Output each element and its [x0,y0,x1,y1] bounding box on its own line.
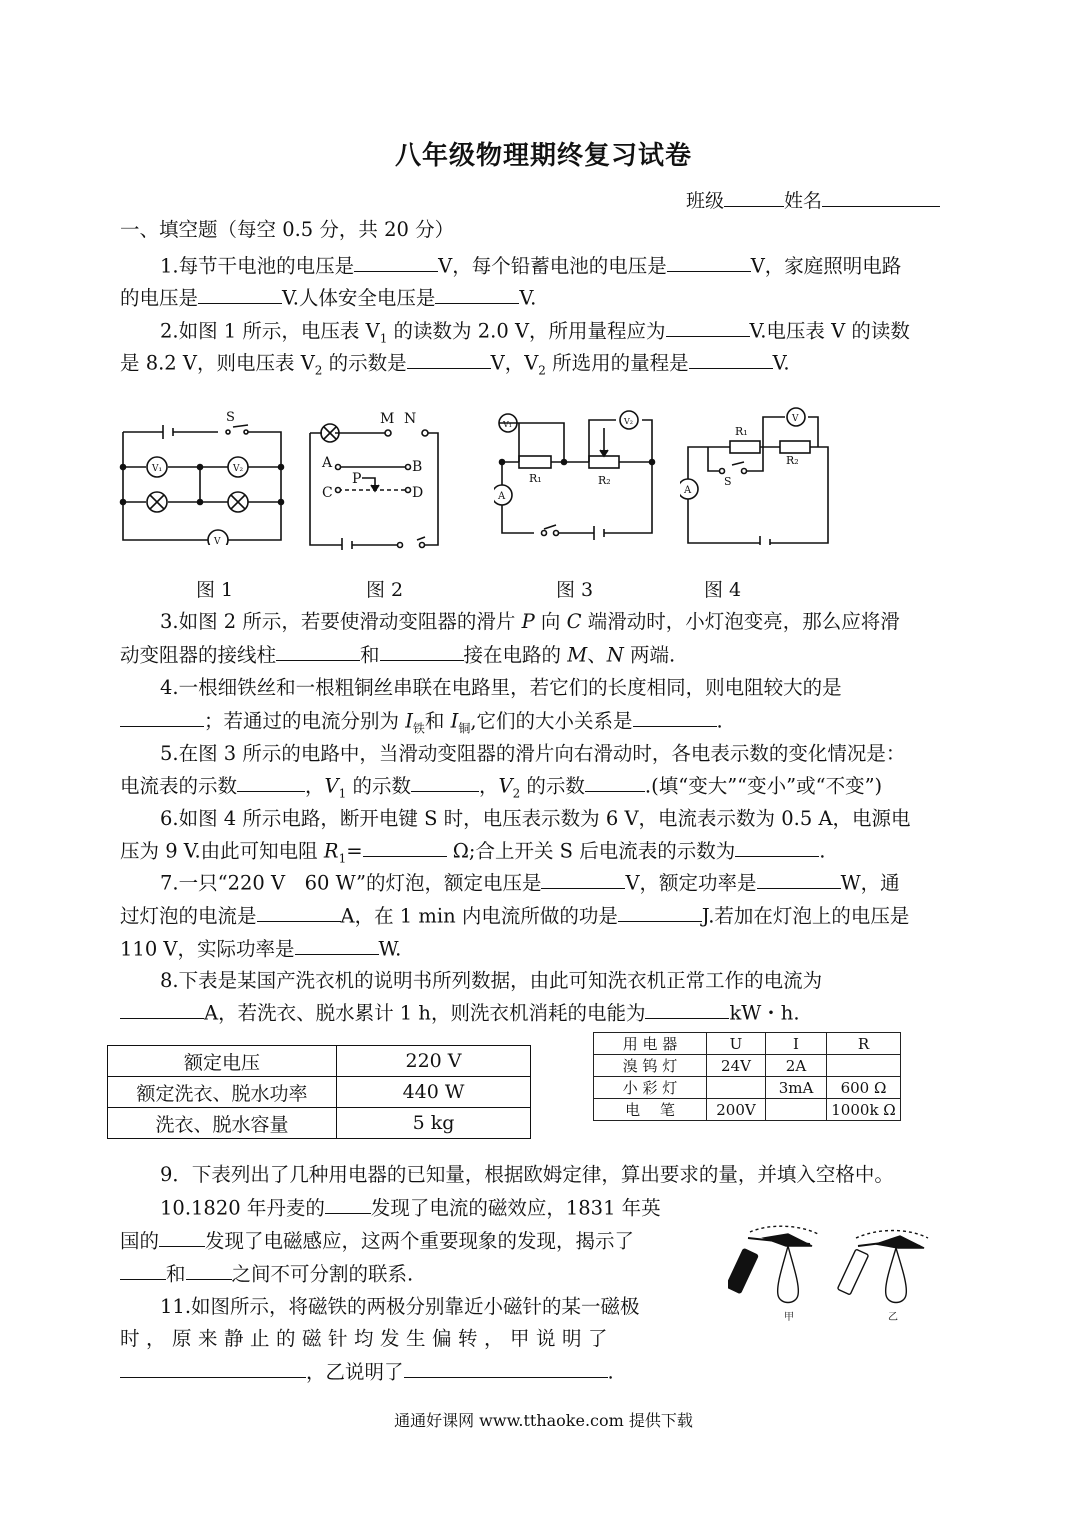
q2-blank-1[interactable] [666,316,750,337]
q5-var-v2: V [498,774,513,798]
q4-text-c: 和 [424,709,451,733]
table-row [108,1108,531,1139]
q11-blank-2[interactable] [404,1357,608,1378]
q6-sub-1: 1 [338,851,347,866]
fig1-label-s: S [226,410,235,425]
q2-text-a: 2.如图 1 所示，电压表 V [160,319,380,343]
q2-text-e: 的示数是 [322,351,407,375]
q6-blank-2[interactable] [735,836,819,857]
q4-sub-1: 铁 [412,721,425,736]
table-cell: 2A [766,1055,827,1077]
table-row [108,1046,531,1077]
q10-line2 [120,1226,634,1256]
q3-text-e: 和 [360,643,380,667]
table-cell: 24V [707,1055,766,1077]
q7-text-d: 过灯泡的电流是 [120,904,257,928]
q7-text-a: 7.一只“220 V 60 W”的灯泡，额定电压是 [160,871,542,895]
q3-line2 [120,640,675,670]
q8-text-b: A，若洗衣、脱水累计 1 h，则洗衣机消耗的电能为 [204,1001,646,1025]
q7-line1 [160,868,900,898]
washing-machine-table [107,1045,531,1139]
fig4-label-r1: R₁ [735,425,748,438]
table-cell[interactable] [766,1099,827,1121]
q11-blank-1[interactable] [120,1357,306,1378]
q1-text-a: 1.每节干电池的电压是 [160,254,355,278]
q3-var-p: P [521,610,535,633]
q8-blank-1[interactable] [120,998,204,1019]
q10-blank-4[interactable] [186,1259,232,1280]
fig4-label-v: V [792,414,799,424]
figure-2-circuit [300,405,450,550]
q1-line1 [160,251,901,281]
q11-line3 [120,1357,614,1387]
table-cell: 洗衣、脱水容量 [108,1108,337,1139]
q1-text-c: V，家庭照明电路 [750,254,902,278]
q9-line: 9．下表列出了几种用电器的已知量，根据欧姆定律，算出要求的量，并填入空格中。 [160,1163,894,1186]
q3-blank-2[interactable] [380,640,464,661]
q7-blank-5[interactable] [295,934,379,955]
table-cell[interactable] [707,1077,766,1099]
q2-text-g: 所选用的量程是 [545,351,689,375]
figure-3-circuit [494,405,664,545]
q3-text-h: 两端. [623,643,676,667]
fig2-label-c: C [322,485,333,501]
q2-text-d: 是 8.2 V，则电压表 V [120,351,315,375]
magnet-yi [837,1231,928,1324]
figure-1-circuit [118,405,288,545]
q10-text-d: 发现了电磁感应，这两个重要现象的发现，揭示了 [205,1229,635,1253]
q2-blank-3[interactable] [689,348,773,369]
q11-text-c: ，乙说明了 [306,1360,404,1384]
table-row [108,1077,531,1108]
table-cell: 200V [707,1099,766,1121]
q4-text-b: ；若通过的电流分别为 [204,709,406,733]
figure-2-label: 图 2 [366,579,404,601]
q1-text-d: 的电压是 [120,286,199,310]
fig2-label-d: D [412,485,424,501]
fig4-label-s: S [724,475,732,488]
q6-text-d: Ω;合上开关 S 后电流表的示数为 [446,839,736,863]
fig2-label-a: A [322,455,333,471]
q4-var-i1: I [405,709,413,733]
table-header-cell: I [766,1033,827,1055]
table-cell[interactable] [827,1055,901,1077]
q5-blank-1[interactable] [237,771,305,792]
q1-line2 [120,283,536,313]
q5-text-e: ， [478,774,499,798]
q5-line1: 5.在图 3 所示的电路中，当滑动变阻器的滑片向右滑动时，各电表示数的变化情况是： [160,742,906,765]
q5-sub-2: 2 [512,786,521,801]
q11-text-d: . [607,1360,614,1384]
fig1-label-v: V [214,537,221,545]
q4-var-i2: I [450,709,459,733]
table-cell: 电 笔 [594,1099,707,1121]
section-heading: 一、填空题（每空 0.5 分，共 20 分） [120,218,455,241]
table-cell: 5 kg [337,1108,531,1139]
table-cell: 440 W [337,1077,531,1108]
q7-text-h: W. [378,937,402,961]
q4-line1: 4.一根细铁丝和一根粗铜丝串联在电路里，若它们的长度相同，则电阻较大的是 [160,676,842,699]
q3-var-c: C [566,610,582,633]
q6-text-c: = [346,839,363,863]
q7-blank-3[interactable] [257,901,341,922]
q1-text-e: V.人体安全电压是 [282,286,436,310]
table-header-cell: R [827,1033,901,1055]
q4-text-d: ,它们的大小关系是 [470,709,633,733]
name-label: 姓名 [784,190,823,212]
q1-blank-3[interactable] [198,283,282,304]
q5-line2 [120,771,882,808]
q10-blank-2[interactable] [159,1226,205,1247]
q10-line1 [160,1193,661,1223]
q7-line3 [120,934,401,964]
q5-blank-3[interactable] [585,771,645,792]
magnet-label-yi: 乙 [888,1312,898,1323]
figure-4-circuit [680,405,840,545]
magnet-label-jia: 甲 [784,1312,794,1323]
q1-blank-4[interactable] [435,283,519,304]
q5-text-b: 电流表的示数 [120,774,238,798]
q2-text-b: 的读数为 2.0 V，所用量程应为 [387,319,666,343]
fig4-label-r2: R₂ [786,454,799,467]
q2-text-f: V，V [490,351,539,375]
q4-blank-1[interactable] [120,706,204,727]
q5-text-d: 的示数 [346,774,411,798]
page-title: 八年级物理期终复习试卷 [394,141,692,171]
q2-sub-1: 1 [379,331,388,346]
q6-var-r: R [323,839,339,863]
q2-sub-3: 2 [538,363,546,378]
class-name-line [686,186,940,213]
q5-var-v1: V [324,774,339,798]
q7-blank-2[interactable] [757,868,841,889]
q2-line2 [120,348,790,385]
figure-1-label: 图 1 [196,579,234,601]
q6-text-e: . [819,839,826,863]
fig3-label-v1: V₁ [503,420,512,429]
q6-text-b: 压为 9 V.由此可知电阻 [120,839,324,863]
table-cell: 额定洗衣、脱水功率 [108,1077,337,1108]
q10-text-a: 10.1820 年丹麦的 [160,1196,325,1220]
fig1-label-v2: V₂ [233,464,244,474]
fig3-label-v2: V₂ [624,417,633,426]
fig1-label-v1: V₁ [152,464,163,474]
q8-line2 [120,998,800,1028]
q4-blank-2[interactable] [633,706,717,727]
q6-blank-1[interactable] [363,836,447,857]
q10-text-f: 之间不可分割的联系. [231,1262,414,1286]
q3-var-n: N [606,643,624,667]
q10-text-e: 和 [166,1262,186,1286]
q3-text-d: 动变阻器的接线柱 [120,643,277,667]
fig3-label-ammeter: A [498,491,506,502]
q4-line2 [120,706,723,743]
q7-line2 [120,901,909,931]
fig2-label-p: P [352,471,362,487]
name-blank[interactable] [822,186,940,207]
q1-blank-1[interactable] [354,251,438,272]
q3-text-g: 、 [587,643,607,667]
q11-line2: 时，原来静止的磁针均发生偏转，甲说明了 [120,1327,615,1350]
page-footer: 通通好课网 www.tthaoke.com 提供下载 [394,1411,693,1430]
fig3-label-r2: R₂ [598,474,611,487]
appliance-table [593,1032,901,1121]
fig2-label-m: M [380,411,395,427]
q8-text-c: kW・h. [729,1001,800,1025]
figure-4-label: 图 4 [704,579,742,601]
q10-text-b: 发现了电流的磁效应，1831 年英 [370,1196,661,1220]
table-row [594,1055,901,1077]
table-cell: 小 彩 灯 [594,1077,707,1099]
q8-line1: 8.下表是某国产洗衣机的说明书所列数据，由此可知洗衣机正常工作的电流为 [160,969,823,992]
q2-text-h: V. [772,351,790,375]
table-header-row [594,1033,901,1055]
q3-line1 [160,607,900,637]
q2-text-c: V.电压表 V 的读数 [749,319,910,343]
q2-blank-2[interactable] [407,348,491,369]
table-cell: 3mA [766,1077,827,1099]
q1-text-f: V. [519,286,537,310]
q6-line1: 6.如图 4 所示电路，断开电键 S 时，电压表示数为 6 V，电流表示数为 0.5 A，电源电 [160,807,911,830]
q10-blank-1[interactable] [325,1193,371,1214]
q7-text-b: V，额定功率是 [625,871,757,895]
q3-blank-1[interactable] [276,640,360,661]
table-cell: 220 V [337,1046,531,1077]
q3-text-f: 接在电路的 [463,643,568,667]
q7-blank-4[interactable] [618,901,702,922]
q3-text-b: 向 [534,610,567,633]
table-cell: 600 Ω [827,1077,901,1099]
table-cell: 1000k Ω [827,1099,901,1121]
q10-text-c: 国的 [120,1229,160,1253]
table-row [594,1099,901,1121]
table-header-cell: 用 电 器 [594,1033,707,1055]
q3-text-a: 3.如图 2 所示，若要使滑动变阻器的滑片 [160,610,522,633]
fig2-label-b: B [412,459,423,475]
q5-text-f: 的示数 [520,774,585,798]
q4-text-e: . [716,709,723,733]
fig4-label-ammeter: A [684,485,692,496]
q11-line1: 11.如图所示，将磁铁的两极分别靠近小磁针的某一磁极 [160,1295,640,1318]
q5-text-g: .(填“变大”“变小”或“不变”) [644,774,883,798]
q10-blank-3[interactable] [120,1259,166,1280]
class-blank[interactable] [724,186,784,207]
q7-text-g: 110 V，实际功率是 [120,937,295,961]
q1-blank-2[interactable] [667,251,751,272]
q3-var-m: M [567,643,588,667]
class-label: 班级 [686,190,725,212]
table-cell: 额定电压 [108,1046,337,1077]
magnet-jia [728,1226,818,1323]
magnet-needle-figure [728,1220,948,1330]
fig3-label-r1: R₁ [529,472,542,485]
q7-text-c: W，通 [840,871,900,895]
q5-blank-2[interactable] [411,771,479,792]
q2-sub-2: 2 [314,363,323,378]
figure-3-label: 图 3 [556,579,594,601]
q1-text-b: V，每个铅蓄电池的电压是 [438,254,667,278]
q5-sub-1: 1 [338,786,347,801]
table-row [594,1077,901,1099]
q4-sub-2: 铜 [458,721,471,736]
q5-text-c: ， [305,774,325,798]
fig2-label-n: N [404,411,417,427]
q3-text-c: 端滑动时，小灯泡变亮，那么应将滑 [581,610,900,633]
q10-line3 [120,1259,413,1289]
q7-blank-1[interactable] [541,868,625,889]
table-cell: 溴 钨 灯 [594,1055,707,1077]
q8-blank-2[interactable] [645,998,729,1019]
q7-text-f: J.若加在灯泡上的电压是 [701,904,910,928]
q7-text-e: A，在 1 min 内电流所做的功是 [340,904,618,928]
table-header-cell: U [707,1033,766,1055]
